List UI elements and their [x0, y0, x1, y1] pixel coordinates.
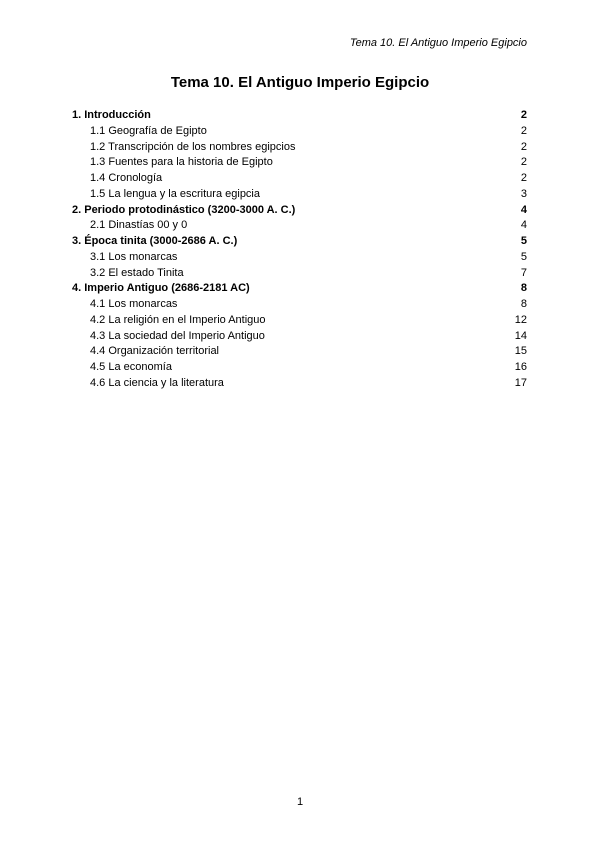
table-of-contents — [72, 108, 527, 392]
toc-entry[interactable] — [72, 329, 527, 345]
toc-entry[interactable] — [72, 344, 527, 360]
toc-entry-title: 4.6 La ciencia y la literatura — [90, 376, 224, 389]
toc-entry-title: 3. Época tinita (3000-2686 A. C.) — [72, 235, 238, 247]
toc-entry[interactable] — [72, 313, 527, 329]
toc-entry[interactable] — [72, 155, 527, 171]
toc-entry-title: 4.2 La religión en el Imperio Antiguo — [90, 313, 266, 326]
toc-entry-title: 2. Periodo protodinástico (3200-3000 A. C.) — [72, 203, 296, 216]
toc-entry[interactable] — [72, 297, 527, 313]
toc-entry-title: 4.5 La economía — [90, 361, 172, 373]
toc-entry-title: 1.3 Fuentes para la historia de Egipto — [90, 156, 273, 169]
toc-entry-title: 1.2 Transcripción de los nombres egipcios — [90, 140, 296, 153]
toc-entry[interactable] — [72, 108, 527, 124]
toc-entry-page: 4 — [520, 219, 527, 232]
toc-entry-title: 1.5 La lengua y la escritura egipcia — [90, 187, 260, 200]
toc-entry-page: 8 — [520, 282, 527, 295]
toc-entry[interactable] — [72, 376, 527, 392]
toc-entry-title: 1.4 Cronología — [90, 172, 163, 184]
toc-entry-title: 3.1 Los monarcas — [90, 250, 178, 263]
toc-entry-title: 1.1 Geografía de Egipto — [90, 124, 207, 137]
toc-entry-page: 5 — [520, 235, 527, 247]
toc-entry[interactable] — [72, 250, 527, 266]
toc-entry-title: 2.1 Dinastías 00 y 0 — [90, 219, 188, 232]
toc-entry[interactable] — [72, 140, 527, 156]
toc-entry-title: 4. Imperio Antiguo (2686-2181 AC) — [72, 282, 250, 295]
toc-entry-page: 8 — [520, 298, 527, 310]
toc-entry[interactable] — [72, 171, 527, 187]
toc-entry[interactable] — [72, 266, 527, 282]
toc-entry-title: 4.1 Los monarcas — [90, 298, 178, 310]
toc-entry[interactable] — [72, 281, 527, 297]
toc-entry-page: 15 — [514, 345, 527, 358]
toc-entry-page: 17 — [514, 376, 527, 389]
toc-entry-title: 4.3 La sociedad del Imperio Antiguo — [90, 329, 265, 342]
toc-entry-title: 4.4 Organización territorial — [90, 345, 220, 358]
toc-entry[interactable] — [72, 203, 527, 219]
toc-entry-page: 5 — [520, 250, 527, 263]
toc-entry-page: 14 — [514, 329, 527, 342]
toc-entry[interactable] — [72, 218, 527, 234]
page-number: 1 — [296, 796, 304, 808]
toc-entry-page: 2 — [520, 140, 527, 153]
toc-entry-page: 12 — [514, 313, 527, 326]
toc-entry[interactable] — [72, 187, 527, 203]
toc-entry-title: 1. Introducción — [72, 109, 151, 121]
page-title: Tema 10. El Antiguo Imperio Egipcio — [170, 74, 430, 91]
toc-entry-page: 7 — [520, 266, 527, 279]
toc-entry-page: 2 — [520, 109, 527, 121]
toc-entry[interactable] — [72, 360, 527, 376]
toc-entry[interactable] — [72, 234, 527, 250]
toc-entry[interactable] — [72, 124, 527, 140]
toc-entry-page: 16 — [514, 361, 527, 373]
toc-entry-page: 2 — [520, 124, 527, 137]
toc-entry-title: 3.2 El estado Tinita — [90, 266, 184, 279]
toc-entry-page: 3 — [520, 187, 527, 200]
toc-entry-page: 4 — [520, 203, 527, 216]
toc-entry-page: 2 — [520, 156, 527, 169]
running-header: Tema 10. El Antiguo Imperio Egipcio — [349, 37, 527, 49]
toc-entry-page: 2 — [520, 172, 527, 184]
